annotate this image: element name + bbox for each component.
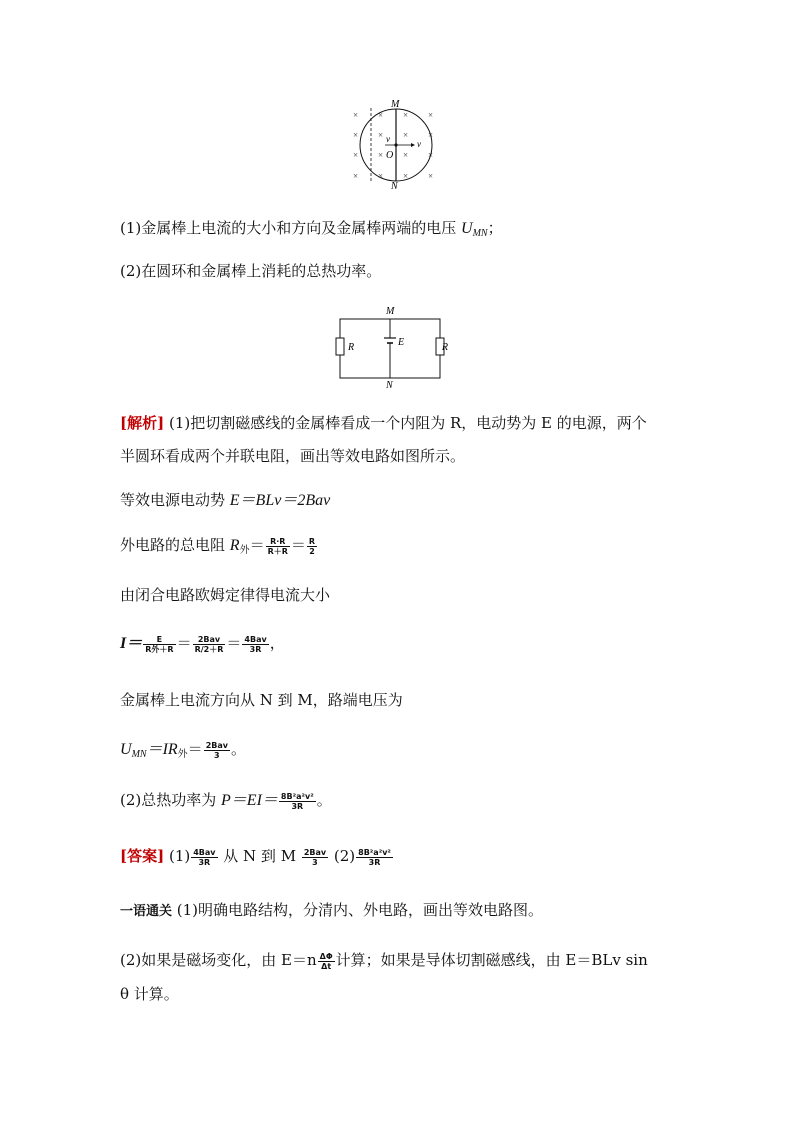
fraction: $\frac{E}{\text{R外＋R}}$ (145, 634, 174, 654)
analysis-line-2: 半圆环看成两个并联电阻，画出等效电路如图所示。 (120, 447, 466, 465)
fraction: $\frac{\text{2Bav}}{3}$ (205, 740, 228, 760)
svg-text:×: × (428, 130, 434, 140)
fraction: $\frac{R}{2}$ (308, 536, 316, 556)
svg-text:×: × (353, 171, 359, 181)
current-formula: I＝ $\frac{E}{\text{R外＋R}}$ ＝ $\frac{\text{2Bav}}{R/2+R}$ ＝ $\frac{\text{4Bav}}{3R}$ ， (120, 634, 285, 654)
svg-text:×: × (428, 171, 434, 181)
fraction: $\frac{\text{8B²a²v²}}{3R}$ (358, 847, 391, 867)
analysis-tag: [解析] (120, 414, 165, 432)
total-power-formula: (2)总热功率为 P＝EI＝ $\frac{\text{8B²a²v²}}{3R}$ 。 (120, 791, 332, 811)
question-2: (2)在圆环和金属棒上消耗的总热功率。 (120, 262, 382, 280)
svg-text:E: E (398, 337, 405, 348)
tip-line-3: θ 计算。 (120, 985, 179, 1003)
external-resistance-line: 外电路的总电阻 $R_外=$ $\frac{R\cdot R}{R+R}$ ＝ $\frac{R}{2}$ (120, 536, 316, 556)
question-1: (1)金属棒上电流的大小和方向及金属棒两端的电压 $U_{MN}$； (120, 219, 503, 239)
resistor-left (336, 338, 344, 355)
svg-text:×: × (378, 130, 384, 140)
emf-line: 等效电源电动势 E＝BLv＝2Bav (120, 491, 331, 509)
current-direction-line: 金属棒上电流方向从 N 到 M，路端电压为 (120, 691, 403, 709)
fraction: $\frac{\text{8B²a²v²}}{3R}$ (280, 791, 314, 811)
svg-text:×: × (353, 110, 359, 120)
fraction: $\frac{\Delta\Phi}{\Delta t}$ (319, 951, 333, 971)
svg-text:R: R (441, 342, 448, 353)
svg-text:×: × (403, 150, 409, 160)
svg-text:×: × (353, 150, 359, 160)
svg-text:×: × (403, 171, 409, 181)
terminal-voltage-formula: $U_{MN}=IR_外=$ $\frac{\text{2Bav}}{3}$ 。 (120, 740, 246, 760)
svg-text:×: × (378, 171, 384, 181)
equivalent-circuit-figure (330, 300, 450, 392)
tip-line-2: (2)如果是磁场变化，由 E＝n $\frac{\Delta\Phi}{\Delta t}$ 计算；如果是导体切割磁感线，由 E＝BLv sin (120, 951, 648, 971)
svg-text:N: N (386, 380, 393, 391)
svg-text:N: N (391, 181, 398, 190)
svg-text:×: × (378, 110, 384, 120)
tip-line-1: 一语通关 (1)明确电路结构，分清内、外电路，画出等效电路图。 (120, 901, 544, 919)
svg-text:×: × (403, 110, 409, 120)
svg-text:×: × (428, 110, 434, 120)
svg-text:×: × (378, 150, 384, 160)
fraction: $\frac{\text{2Bav}}{3}$ (303, 847, 327, 867)
svg-text:×: × (353, 130, 359, 140)
analysis-line-1: [解析] (1)把切割磁感线的金属棒看成一个内阻为 R，电动势为 E 的电源，两个 (120, 414, 647, 432)
answer-tag: [答案] (120, 847, 165, 865)
ring-field-figure (345, 98, 445, 190)
svg-text:×: × (403, 130, 409, 140)
answer-line: [答案] (1) $\frac{\text{4Bav}}{3R}$ 从 N 到 M $\frac{\text{2Bav}}{3}$ (2) $\frac{\text{8B²a²v²}}{3R}$ (120, 847, 391, 867)
svg-text:O: O (386, 150, 394, 161)
fraction: $\frac{R\cdot R}{R+R}$ (267, 536, 288, 556)
svg-text:×: × (428, 150, 434, 160)
svg-text:R: R (348, 342, 355, 353)
svg-text:M: M (386, 306, 395, 317)
ohm-law-line: 由闭合电路欧姆定律得电流大小 (120, 586, 331, 604)
tip-tag: 一语通关 (120, 904, 173, 919)
svg-text:M: M (391, 99, 400, 110)
fraction: $\frac{\text{4Bav}}{3R}$ (244, 634, 267, 654)
fraction: $\frac{\text{2Bav}}{R/2+R}$ (194, 634, 224, 654)
svg-text:v: v (417, 139, 421, 149)
fraction: $\frac{\text{4Bav}}{3R}$ (193, 847, 216, 867)
svg-text:v: v (386, 134, 390, 144)
